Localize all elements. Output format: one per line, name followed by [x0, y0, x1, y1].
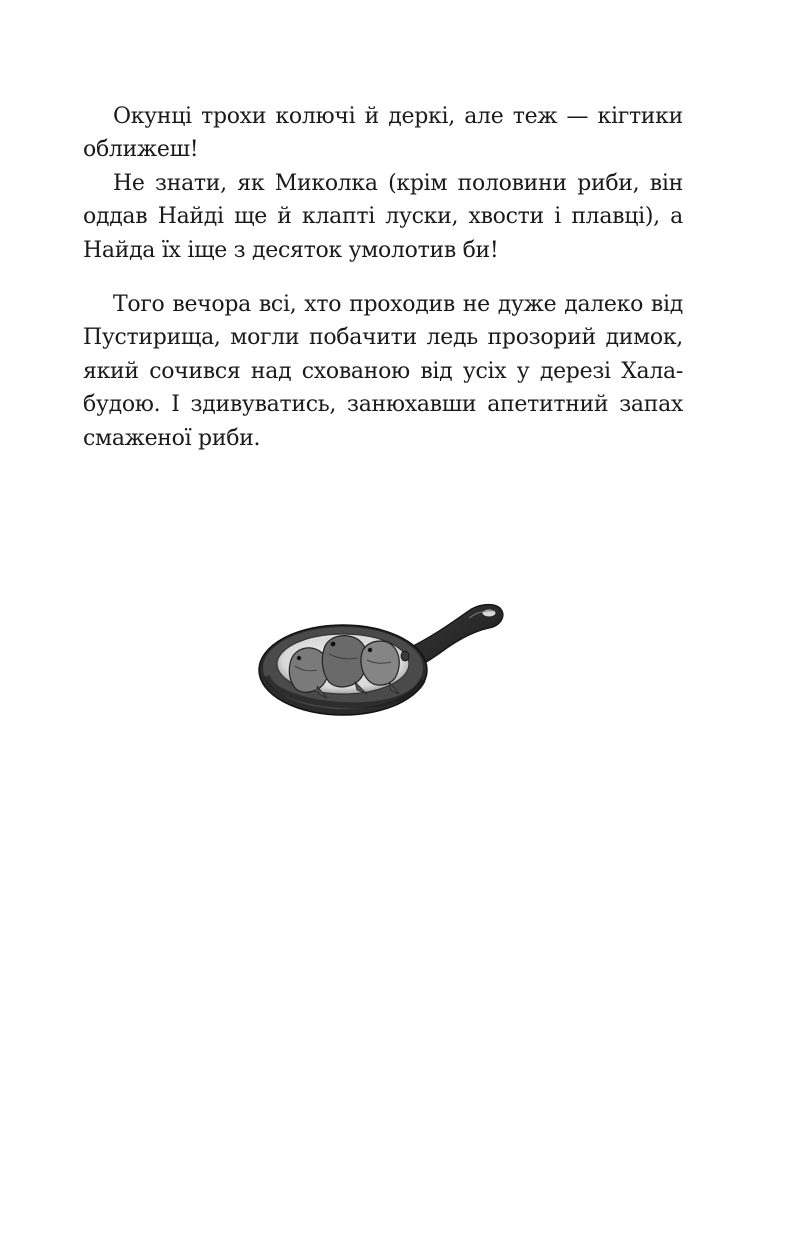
paragraph-3 [83, 288, 683, 455]
paragraph-line: який сочився над схованою від усіх у дерезі Хала- [83, 358, 683, 384]
paragraph-line: Не знати, як Миколка (крім половини риби, він [113, 170, 683, 196]
paragraph-line: смаженої риби. [83, 425, 261, 451]
paragraph-line: оддав Найді ще й клапті луски, хвости і плавці), а [83, 204, 683, 230]
paragraph-line: Того вечора всі, хто проходив не дуже далеко від [113, 292, 683, 318]
paragraph-line: Окунці трохи колючі й деркі, але теж — кігтики [113, 104, 683, 129]
paragraph-line: оближеш! [83, 137, 199, 163]
rivet-icon [401, 651, 409, 661]
paragraph-1 [83, 100, 683, 167]
paragraph-line: Найда їх іще з десяток умолотив би! [83, 237, 499, 263]
paragraph-spacer [83, 267, 683, 288]
frying-pan-svg [255, 598, 510, 733]
text-body [83, 100, 683, 455]
frying-pan-with-fish-illustration [255, 598, 510, 733]
paragraph-line: будою. І здивуватись, занюхавши апетитний запах [83, 392, 683, 418]
paragraph-2 [83, 167, 683, 267]
paragraph-line: Пустирища, могли побачити ледь прозорий димок, [83, 325, 683, 351]
